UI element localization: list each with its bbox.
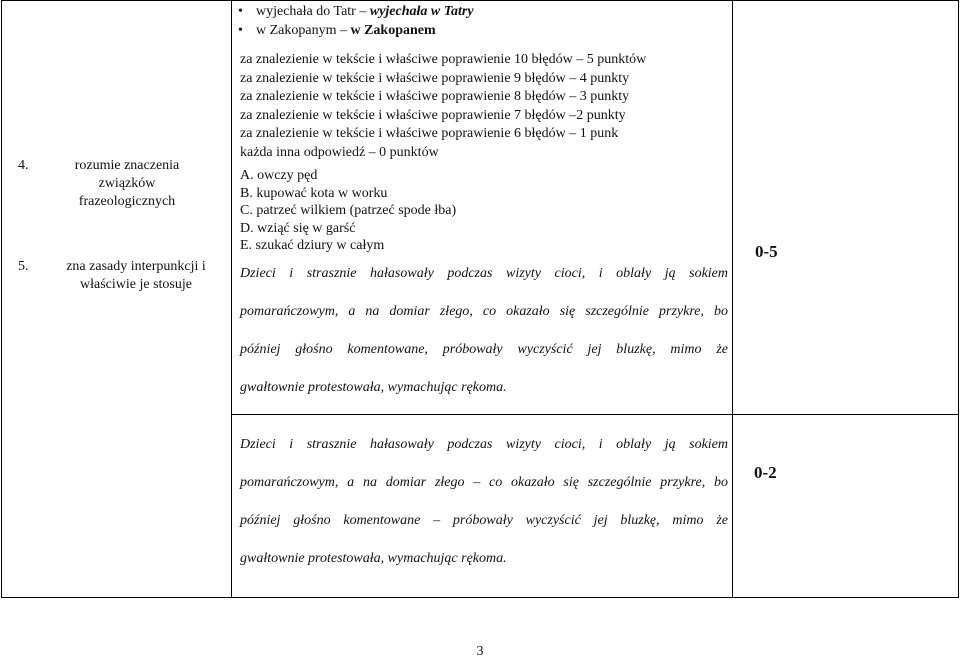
score-range-1: 0-5 bbox=[755, 242, 778, 261]
correction-bullets bbox=[236, 2, 474, 40]
skill-4-number: 4. bbox=[18, 158, 29, 173]
answer-e: E. szukać dziury w całym bbox=[240, 238, 385, 253]
sentence-2-line: później głośno komentowane – próbowały wyczyścić jej bluzkę, mimo że bbox=[240, 513, 728, 528]
skill-5-text: zna zasady interpunkcji i właściwie je stosuje bbox=[66, 259, 206, 292]
sentence-1-line: gwałtownie protestowała, wymachując rękoma. bbox=[240, 380, 507, 395]
answer-b: B. kupować kota w worku bbox=[240, 185, 388, 201]
scoring-line: za znalezienie w tekście i właściwe poprawienie 6 błędów – 1 punk bbox=[240, 126, 619, 141]
scoring-line: za znalezienie w tekście i właściwe poprawienie 7 błędów –2 punkty bbox=[240, 107, 626, 123]
bullet-item: • w Zakopanym – w Zakopanem bbox=[236, 21, 474, 40]
skill-4-text: rozumie znaczenia związków frazeologicznych bbox=[74, 158, 180, 209]
answer-d: D. wziąć się w garść bbox=[240, 220, 356, 236]
scoring-line: za znalezienie w tekście i właściwe poprawienie 10 błędów – 5 punktów bbox=[240, 52, 647, 67]
punctuation-sentence-1 bbox=[240, 265, 728, 417]
column-divider-1 bbox=[231, 0, 232, 598]
skill-5-number: 5. bbox=[18, 259, 29, 274]
scoring-criteria bbox=[240, 51, 646, 162]
bullet-item: • wyjechała do Tatr – wyjechała w Tatry bbox=[236, 2, 474, 21]
page-number: 3 bbox=[476, 644, 484, 659]
column-divider-2 bbox=[732, 0, 733, 598]
scoring-line: za znalezienie w tekście i właściwe poprawienie 8 błędów – 3 punkty bbox=[240, 89, 630, 104]
sentence-1-line: pomarańczowym, a na domiar złego, co okazało się szczególnie przykre, bo bbox=[240, 304, 728, 319]
sentence-2-line: Dzieci i strasznie hałasowały podczas wizyty cioci, i oblały ją sokiem bbox=[240, 437, 728, 452]
answer-c: C. patrzeć wilkiem (patrzeć spode łba) bbox=[240, 203, 457, 218]
sentence-1-line: Dzieci i strasznie hałasowały podczas wizyty cioci, i oblały ją sokiem bbox=[240, 266, 728, 281]
scoring-line: za znalezienie w tekście i właściwe poprawienie 9 błędów – 4 punkty bbox=[240, 70, 630, 86]
scoring-line: każda inna odpowiedź – 0 punktów bbox=[240, 144, 439, 160]
sentence-2-line: gwałtownie protestowała, wymachując rękoma. bbox=[240, 551, 507, 566]
idiom-answers bbox=[240, 167, 456, 255]
punctuation-sentence-2 bbox=[240, 436, 728, 588]
score-range-2: 0-2 bbox=[754, 463, 777, 482]
answer-a: A. owczy pęd bbox=[240, 168, 318, 183]
sentence-1-line: później głośno komentowane, próbowały wyczyścić jej bluzkę, mimo że bbox=[240, 342, 728, 357]
sentence-2-line: pomarańczowym, a na domiar złego – co okazało się szczególnie przykre, bo bbox=[240, 475, 728, 490]
